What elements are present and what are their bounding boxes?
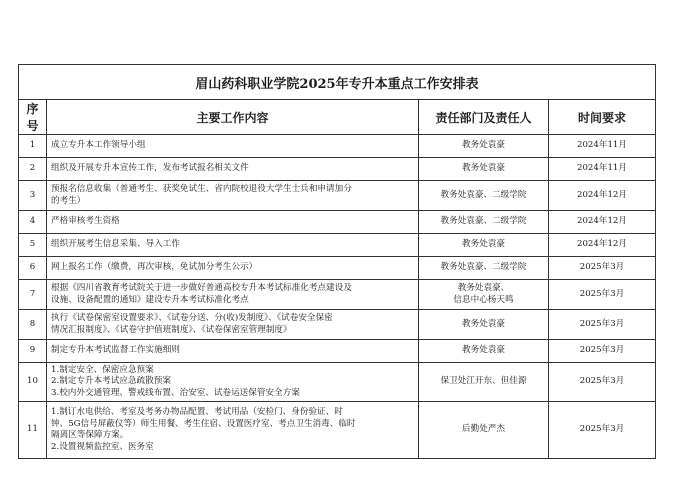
row-dept xyxy=(419,310,549,340)
row-number: 11 xyxy=(19,402,47,459)
content-line: 根据《四川省教育考试院关于进一步做好普通高校专升本考试标准化考点建设及 xyxy=(51,283,352,293)
table-row xyxy=(19,234,656,257)
row-time: 2025年3月 xyxy=(549,363,656,402)
row-time: 2024年12月 xyxy=(549,234,656,257)
row-number: 10 xyxy=(19,363,47,402)
table-row xyxy=(19,135,656,158)
dept-line: 教务处袁豪、 xyxy=(457,283,510,293)
dept-line: 教务处袁豪 xyxy=(462,318,505,329)
row-content xyxy=(47,135,419,158)
dept-line: 教务处袁豪、二级学院 xyxy=(440,262,527,273)
row-time: 2024年12月 xyxy=(549,181,656,211)
row-dept xyxy=(419,234,549,257)
work-schedule-table xyxy=(18,64,656,459)
content-line: 组织及开展专升本宣传工作，发布考试报名相关文件 xyxy=(51,163,249,174)
content-line: 成立专升本工作领导小组 xyxy=(51,140,146,151)
table-row xyxy=(19,280,656,310)
row-time: 2024年11月 xyxy=(549,158,656,181)
header-dept: 责任部门及责任人 xyxy=(419,100,549,135)
row-number: 2 xyxy=(19,158,47,181)
row-content xyxy=(47,181,419,211)
row-dept xyxy=(419,158,549,181)
content-line: 隔离区等保障方案。 xyxy=(51,430,129,440)
row-dept xyxy=(419,340,549,363)
content-line: 制定专升本考试监督工作实施细则 xyxy=(51,345,180,356)
dept-line: 教务处袁豪 xyxy=(462,163,505,174)
table-row xyxy=(19,158,656,181)
work-schedule-document xyxy=(18,64,655,459)
row-time: 2025年3月 xyxy=(549,340,656,363)
table-row xyxy=(19,310,656,340)
title-row xyxy=(19,65,656,100)
content-line: 1.制定安全、保密应急预案 xyxy=(51,364,154,375)
table-row xyxy=(19,257,656,280)
row-dept xyxy=(419,280,549,310)
content-line: 严格审核考生资格 xyxy=(51,216,120,227)
dept-line: 教务处袁豪 xyxy=(462,345,505,356)
content-line: 1.制订水电供给、考室及考务办物品配置、考试用品（安检门、身份验证、时 xyxy=(51,407,343,417)
header-row xyxy=(19,100,656,135)
dept-line: 教务处袁豪 xyxy=(462,140,505,151)
row-dept xyxy=(419,181,549,211)
table-row xyxy=(19,340,656,363)
row-number: 3 xyxy=(19,181,47,211)
row-content xyxy=(47,158,419,181)
row-content xyxy=(47,363,419,402)
dept-line: 教务处袁豪、二级学院 xyxy=(440,216,527,227)
table-row xyxy=(19,211,656,234)
row-number: 1 xyxy=(19,135,47,158)
table-row xyxy=(19,181,656,211)
dept-line: 保卫处江开东、但佳源 xyxy=(440,376,527,387)
content-line: 执行《试卷保密室设置要求》、《试卷分送、分(收)发制度》、《试卷安全保密 xyxy=(51,313,333,323)
header-time: 时间要求 xyxy=(549,100,656,135)
row-number: 4 xyxy=(19,211,47,234)
row-time: 2024年11月 xyxy=(549,135,656,158)
content-line: 网上报名工作（缴费，再次审核，免试加分考生公示） xyxy=(51,262,258,273)
row-time: 2025年3月 xyxy=(549,310,656,340)
row-time: 2025年3月 xyxy=(549,257,656,280)
content-line: 设施、设备配置的通知》建设专升本考试标准化考点 xyxy=(51,294,249,305)
content-line: 预报名信息收集（普通考生、获奖免试生、省内院校退役大学生士兵和申请加分 xyxy=(51,184,352,194)
row-dept xyxy=(419,211,549,234)
dept-line: 教务处袁豪 xyxy=(462,239,505,250)
content-line: 的考生） xyxy=(51,195,86,206)
content-line: 钟、5G信号屏蔽仪等）师生用餐、考生住宿、设置医疗室、考点卫生消毒、临时 xyxy=(51,418,356,429)
row-time: 2024年12月 xyxy=(549,211,656,234)
table-title: 眉山药科职业学院2025年专升本重点工作安排表 xyxy=(19,65,656,100)
row-number: 8 xyxy=(19,310,47,340)
dept-line: 信息中心杨天鸣 xyxy=(453,294,514,305)
content-line: 2.设置视频监控室、医务室 xyxy=(51,441,154,452)
row-content xyxy=(47,402,419,459)
row-number: 6 xyxy=(19,257,47,280)
header-content: 主要工作内容 xyxy=(47,100,419,135)
row-content xyxy=(47,211,419,234)
row-number: 7 xyxy=(19,280,47,310)
row-dept xyxy=(419,135,549,158)
row-time: 2025年3月 xyxy=(549,402,656,459)
row-dept xyxy=(419,363,549,402)
row-dept xyxy=(419,257,549,280)
row-content xyxy=(47,234,419,257)
row-number: 5 xyxy=(19,234,47,257)
dept-line: 教务处袁豪、二级学院 xyxy=(440,189,527,200)
row-content xyxy=(47,257,419,280)
content-line: 情况汇报制度》、《试卷守护值班制度》、《试卷保密室管理制度》 xyxy=(51,324,292,335)
content-line: 3.校内外交通管理、警戒线布置、治安室、试卷运送保管安全方案 xyxy=(51,387,300,398)
row-dept xyxy=(419,402,549,459)
row-content xyxy=(47,280,419,310)
table-row xyxy=(19,363,656,402)
row-number: 9 xyxy=(19,340,47,363)
row-time: 2025年3月 xyxy=(549,280,656,310)
header-no: 序号 xyxy=(19,100,47,135)
content-line: 组织开展考生信息采集、导入工作 xyxy=(51,239,180,250)
table-row xyxy=(19,402,656,459)
row-content xyxy=(47,310,419,340)
row-content xyxy=(47,340,419,363)
dept-line: 后勤处严杰 xyxy=(462,424,505,435)
content-line: 2.制定专升本考试应急疏散预案 xyxy=(51,376,171,387)
